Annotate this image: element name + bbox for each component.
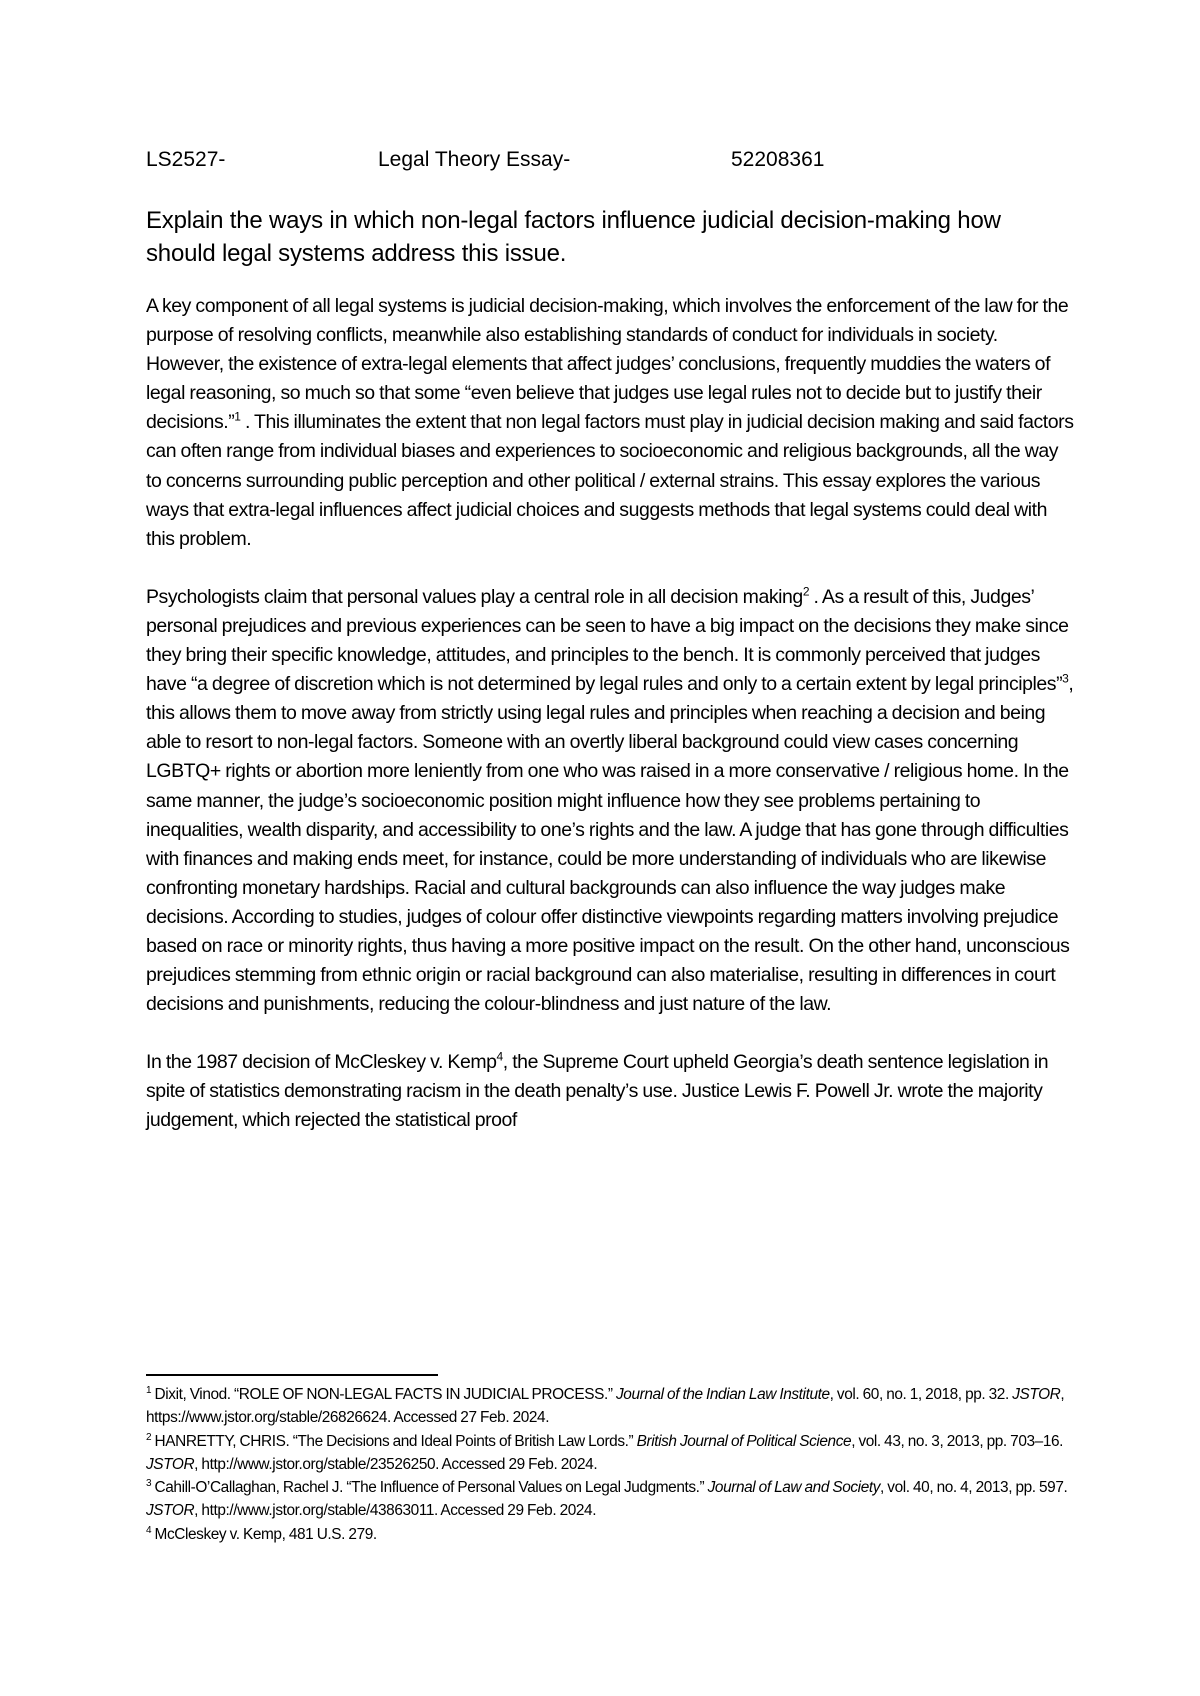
footnote-ref-2: 2 (802, 584, 810, 599)
paragraph-3 (146, 1048, 1076, 1135)
footnote-database: JSTOR (146, 1455, 195, 1473)
footnote-1 (146, 1383, 1076, 1430)
footnote-text: Cahill-O’Callaghan, Rachel J. “The Influence of Personal Values on Legal Judgments.” (151, 1479, 708, 1497)
footnotes (146, 1383, 1076, 1546)
paragraph-1 (146, 292, 1076, 554)
footnote-ref-4: 4 (496, 1049, 503, 1064)
footnote-journal: British Journal of Political Science (636, 1432, 852, 1450)
footnote-text: , http://www.jstor.org/stable/23526250. Accessed 29 Feb. 2024. (194, 1455, 598, 1473)
footnote-number: 4 (146, 1524, 152, 1536)
footnote-text: , vol. 40, no. 4, 2013, pp. 597. (880, 1479, 1068, 1497)
document-header (146, 140, 1076, 180)
footnote-number: 1 (146, 1384, 152, 1396)
footnote-2 (146, 1430, 1076, 1477)
footnote-ref-3: 3 (1062, 671, 1069, 686)
paragraph-2 (146, 583, 1076, 1019)
document-page (146, 140, 1076, 1136)
paragraph-3-text-b: , the Supreme Court upheld Georgia’s death sentence legislation in spite of statistics demonstrating racism in the death penalty’s use. Justice Lewis F. Powell Jr. wrote the majority judgement, which rejected the statistical proof (146, 1051, 1049, 1132)
footnote-database: JSTOR (1012, 1386, 1061, 1403)
paragraph-1-text-a: A key component of all legal systems is judicial decision-making, which involves the enforcement of the law for the purpose of resolving conflicts, meanwhile also establishing standards of conduct for individuals in society. However, the existence of extra-legal elements that affect judges’ conclusions, frequently muddies the waters of legal reasoning, so much so that some “even believe that judges use legal rules not to decide but to justify their decisions.” (146, 295, 1069, 434)
footnote-text: , vol. 43, no. 3, 2013, pp. 703–16. (851, 1432, 1064, 1450)
footnote-text: , http://www.jstor.org/stable/43863011. Accessed 29 Feb. 2024. (194, 1502, 597, 1520)
paragraph-1-text-b: . This illuminates the extent that non legal factors must play in judicial decision making and said factors can often range from individual biases and experiences to socioeconomic and religious backgrounds, all the way to concerns surrounding public perception and other political / external strains. This essay explores the various ways that extra-legal influences affect judicial choices and suggests methods that legal systems could deal with this problem. (146, 411, 1074, 550)
module-code: LS2527- (146, 148, 226, 171)
footnote-ref-1: 1 (234, 409, 241, 424)
footnote-text: , vol. 60, no. 1, 2018, pp. 32. (829, 1386, 1013, 1403)
essay-question: Explain the ways in which non-legal factors influence judicial decision-making how should legal systems address this issue. (146, 207, 1001, 267)
footnote-separator (146, 1374, 438, 1376)
paragraph-2-text-c: , this allows them to move away from strictly using legal rules and principles when reaching a decision and being able to resort to non-legal factors. Someone with an overtly liberal background could view cases concerning LGBTQ+ rights or abortion more leniently from one who was raised in a more conservative / religious home. In the same manner, the judge’s socioeconomic position might influence how they see problems pertaining to inequalities, wealth disparity, and accessibility to one’s rights and the law. A judge that has gone through difficulties with finances and making ends meet, for instance, could be more understanding of individuals who are likewise confronting monetary hardships. Racial and cultural backgrounds can also influence the way judges make decisions. According to studies, judges of colour offer distinctive viewpoints regarding matters involving prejudice based on race or minority rights, thus having a more positive impact on the result. On the other hand, unconscious prejudices stemming from ethnic origin or racial background can also materialise, resulting in differences in court decisions and punishments, reducing the colour-blindness and just nature of the law. (146, 673, 1074, 1016)
footnote-4 (146, 1523, 1076, 1546)
paragraph-2-text-a: Psychologists claim that personal values play a central role in all decision making (146, 585, 803, 608)
student-id: 52208361 (731, 148, 825, 171)
footnote-journal: Journal of Law and Society (707, 1479, 881, 1497)
paragraph-2-text-b: . As a result of this, Judges’ personal prejudices and previous experiences can be seen to have a big impact on the decisions they make since they bring their specific knowledge, attitudes, and principles to the bench. It is commonly perceived that judges have “a degree of discretion which is not determined by legal rules and only to a certain extent by legal principles” (146, 585, 1069, 696)
footnote-text: Dixit, Vinod. “ROLE OF NON-LEGAL FACTS IN JUDICIAL PROCESS.” (151, 1386, 616, 1403)
footnote-journal: Journal of the Indian Law Institute (615, 1386, 830, 1403)
paragraph-3-text-a: In the 1987 decision of McCleskey v. Kemp (146, 1051, 497, 1074)
footnote-text: McCleskey v. Kemp, 481 U.S. 279. (151, 1525, 377, 1543)
footnote-database: JSTOR (146, 1502, 195, 1520)
essay-body (146, 292, 1076, 1136)
essay-title: Legal Theory Essay- (378, 148, 571, 171)
footnote-text: HANRETTY, CHRIS. “The Decisions and Ideal Points of British Law Lords.” (151, 1432, 637, 1450)
footnote-number: 3 (146, 1478, 152, 1490)
footnote-3 (146, 1476, 1076, 1523)
footnote-number: 2 (146, 1431, 152, 1443)
footnote-text: , https://www.jstor.org/stable/26826624. Accessed 27 Feb. 2024. (146, 1386, 1065, 1427)
